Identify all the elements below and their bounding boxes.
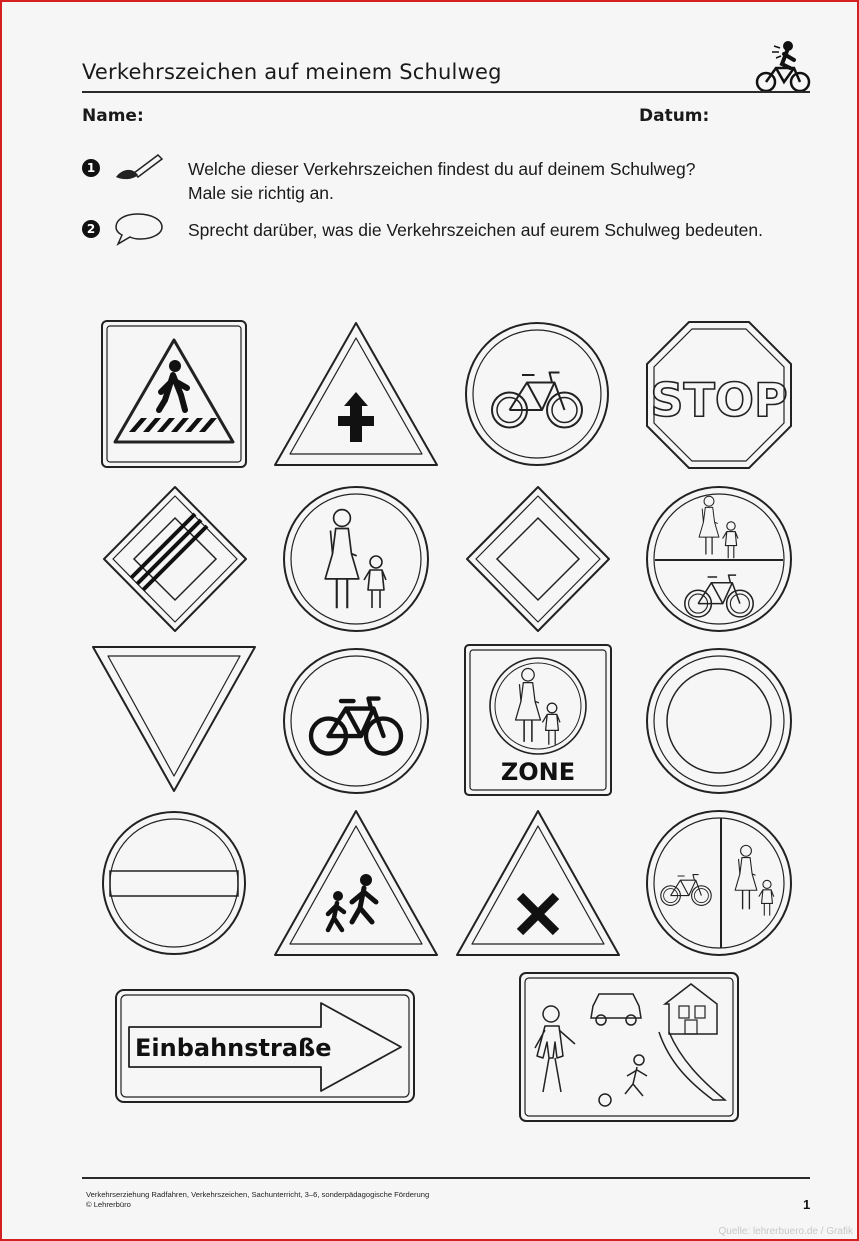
sign-bicycle-path [464,320,610,468]
sign-no-vehicles [645,646,793,796]
sign-pedestrian-crossing [101,320,247,468]
speech-bubble-icon [110,210,166,252]
task-1-line-1: Welche dieser Verkehrszeichen findest du auf deinem Schulweg? [188,159,696,179]
sign-intersection-right-of-way [454,808,622,958]
sign-separated-bicycle-pedestrian-path [645,808,793,958]
sign-bicycle-path-mandatory [282,646,430,796]
header-divider [82,91,810,93]
sign-play-street [519,972,739,1122]
stop-text: STOP [650,373,788,427]
watermark-text: Quelle: lehrerbuero.de / Grafik [718,1226,853,1237]
oneway-text: Einbahnstraße [135,1034,332,1062]
sign-one-way-street [115,989,415,1103]
page-number: 1 [803,1197,811,1212]
task-number-2: 2 [82,220,100,238]
date-label: Datum: [639,106,710,126]
sign-pedestrian-path [282,484,430,634]
sign-priority-road [464,484,612,634]
task-number-1: 1 [82,159,100,177]
sign-end-priority-road [101,484,249,634]
footer-divider [82,1177,810,1179]
sign-pedestrian-zone [464,644,612,796]
sign-children-crossing [272,808,440,958]
name-label: Name: [82,106,144,126]
sign-yield [90,644,258,794]
sign-stop [645,320,793,470]
task-2-line-1: Sprecht darüber, was die Verkehrszeichen auf eurem Schulweg bedeuten. [188,220,763,240]
pencil-icon [110,151,166,189]
zone-text: ZONE [500,758,576,786]
task-1-line-2: Male sie richtig an. [188,183,334,203]
sign-shared-pedestrian-bicycle-path [645,484,793,634]
sign-priority-crossroad [272,320,440,468]
footer-line-2: © Lehrerbüro [86,1200,131,1209]
page-title: Verkehrszeichen auf meinem Schulweg [82,60,502,84]
cyclist-illustration [754,38,812,94]
sign-no-entry [101,808,247,958]
footer-line-1: Verkehrserziehung Radfahren, Verkehrszeichen, Sachunterricht, 3–6, sonderpädagogische Förderung [86,1190,430,1199]
footer-text [86,1190,429,1210]
